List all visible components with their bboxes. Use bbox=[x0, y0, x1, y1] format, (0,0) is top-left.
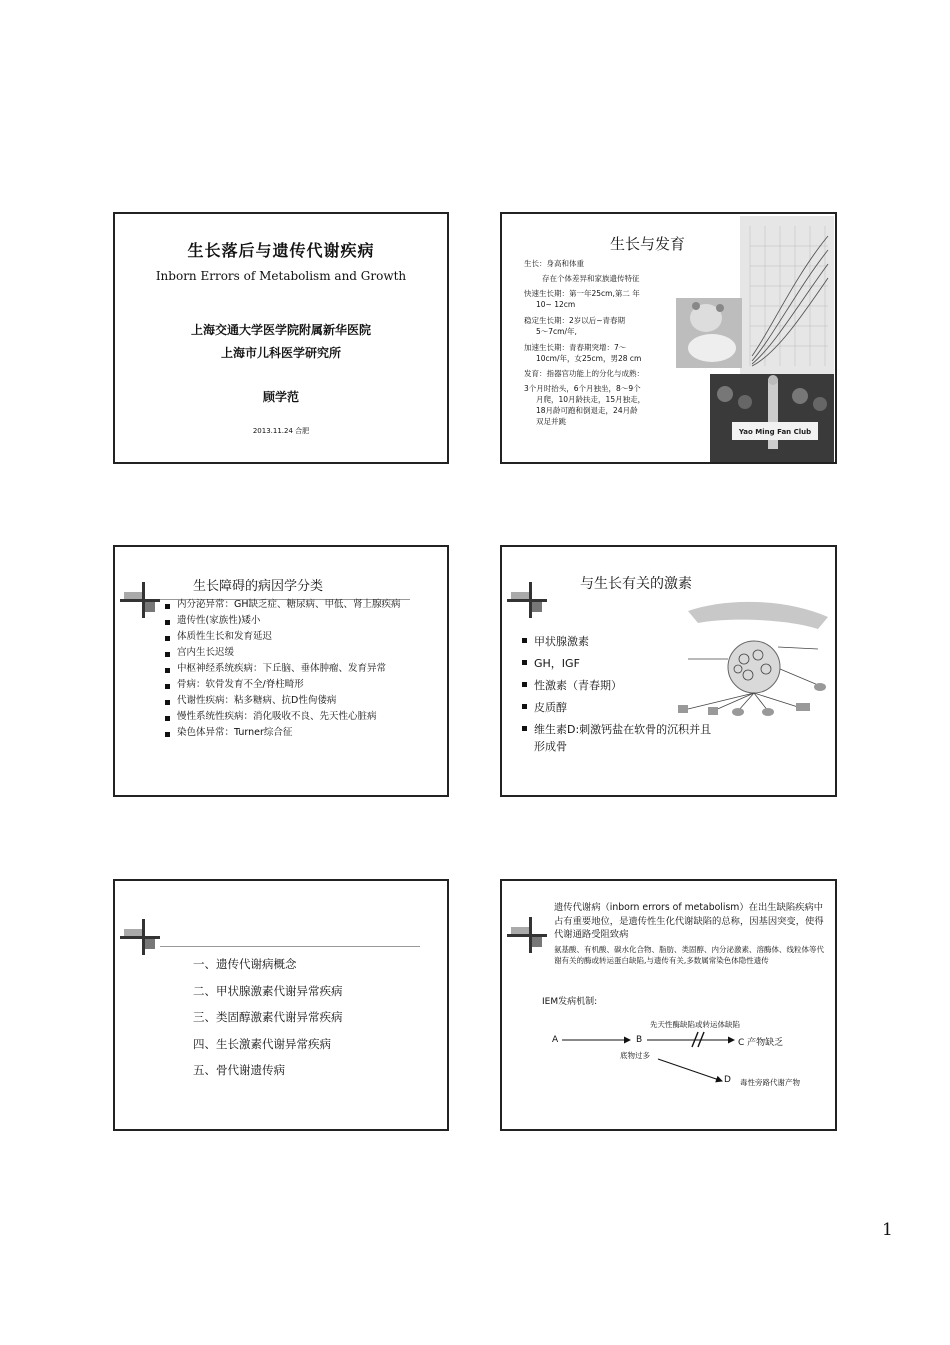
toxic-label: 毒性旁路代谢产物 bbox=[740, 1078, 800, 1087]
growth-chart-image bbox=[740, 216, 834, 376]
defect-label: 先天性酶缺陷或转运体缺陷 bbox=[650, 1020, 740, 1029]
list-item: 甲状腺激素 bbox=[522, 633, 712, 650]
slide2-line: 加速生长期：青春期突增：7～ bbox=[524, 343, 627, 352]
slide1-subtitle: Inborn Errors of Metabolism and Growth bbox=[155, 269, 407, 283]
page-number: 1 bbox=[882, 1220, 893, 1240]
list-item: 中枢神经系统疾病：下丘脑、垂体肿瘤、发育异常 bbox=[165, 663, 427, 675]
slide-1 bbox=[113, 212, 449, 464]
slide2-title: 生长与发育 bbox=[610, 235, 686, 253]
list-item: 宫内生长迟缓 bbox=[165, 647, 427, 659]
slide6-mechanism-label: IEM发病机制: bbox=[542, 997, 598, 1007]
slide6-intro: 遗传代谢病（inborn errors of metabolism）在出生缺陷疾病中占有重要地位，是遗传性生化代谢缺陷的总称，因基因突变，使得代谢通路受阻致病 bbox=[554, 902, 824, 940]
node-c: C 产物缺乏 bbox=[738, 1038, 784, 1048]
slide1-affiliation-1: 上海交通大学医学院附属新华医院 bbox=[190, 323, 371, 337]
slide1-affiliation-2: 上海市儿科医学研究所 bbox=[220, 346, 341, 360]
crowd-photo bbox=[710, 374, 834, 464]
cross-ornament bbox=[120, 919, 160, 955]
outline-item: 四、生长激素代谢异常疾病 bbox=[193, 1036, 331, 1051]
list-item: GH，IGF bbox=[522, 655, 712, 672]
cross-ornament bbox=[507, 582, 547, 618]
slide2-line: 5～7cm/年, bbox=[536, 327, 577, 336]
node-a: A bbox=[552, 1035, 559, 1045]
slide1-date: 2013.11.24 合肥 bbox=[252, 427, 310, 435]
slide2-line: 稳定生长期：2岁以后~青春期 bbox=[524, 316, 626, 325]
list-item: 皮质醇 bbox=[522, 699, 712, 716]
list-item: 性激素（青春期） bbox=[522, 677, 712, 694]
slide2-line: 双足并跳 bbox=[536, 417, 566, 426]
slide2-line: 10~ 12cm bbox=[536, 300, 576, 309]
slide6-detail: 氨基酸、有机酸、碳水化合物、脂肪、类固醇、内分泌激素、溶酶体、线粒体等代谢有关的酶或转运蛋白缺陷,与遗传有关,多数属常染色体隐性遗传 bbox=[554, 945, 824, 965]
slide-3 bbox=[113, 545, 449, 797]
cross-ornament bbox=[507, 917, 547, 953]
slide5-outline bbox=[193, 951, 343, 1084]
divider bbox=[160, 946, 420, 947]
list-item: 慢性系统性疾病：消化吸收不良、先天性心脏病 bbox=[165, 711, 427, 723]
slide-2 bbox=[500, 212, 837, 464]
slide3-list bbox=[165, 599, 427, 739]
slide2-line: 存在个体差异和家族遗传特征 bbox=[542, 274, 640, 283]
slide4-title: 与生长有关的激素 bbox=[580, 576, 692, 592]
list-item: 内分泌异常：GH缺乏症、糖尿病、甲低、肾上腺疾病 bbox=[165, 599, 427, 611]
hormone-diagram bbox=[668, 599, 833, 717]
list-item: 代谢性疾病：粘多糖病、抗D性佝偻病 bbox=[165, 695, 427, 707]
slide-5 bbox=[113, 879, 449, 1131]
slide2-line: 10cm/年，女25cm，男28 cm bbox=[536, 354, 642, 363]
slide3-title: 生长障碍的病因学分类 bbox=[193, 579, 324, 594]
banner-text: Yao Ming Fan Club bbox=[738, 428, 812, 436]
list-item: 骨病：软骨发育不全/脊柱畸形 bbox=[165, 679, 427, 691]
baby-photo bbox=[676, 298, 742, 368]
outline-item: 五、骨代谢遗传病 bbox=[193, 1063, 285, 1077]
cross-ornament bbox=[120, 582, 160, 618]
slide2-line: 18月龄可跑和倒退走，24月龄 bbox=[536, 406, 638, 415]
slide2-line: 发育：指器官功能上的分化与成熟： bbox=[524, 369, 644, 378]
outline-item: 一、遗传代谢病概念 bbox=[193, 957, 297, 971]
list-item: 染色体异常：Turner综合征 bbox=[165, 727, 427, 739]
slide1-author: 顾学范 bbox=[262, 390, 299, 404]
excess-label: 底物过多 bbox=[620, 1051, 650, 1060]
slide-6 bbox=[500, 879, 837, 1131]
slide1-title: 生长落后与遗传代谢疾病 bbox=[187, 241, 375, 260]
slide2-line: 3个月时抬头，6个月独坐，8～9个 bbox=[524, 384, 641, 393]
slide2-line: 月爬，10月龄扶走，15月独走， bbox=[536, 395, 646, 404]
outline-item: 三、类固醇激素代谢异常疾病 bbox=[193, 1010, 343, 1024]
slide2-line: 生长：身高和体重 bbox=[524, 259, 584, 268]
slide2-line: 快速生长期：第一年25cm,第二 年 bbox=[524, 289, 640, 298]
slide-4 bbox=[500, 545, 837, 797]
list-item: 遗传性(家族性)矮小 bbox=[165, 615, 427, 627]
slide2-body bbox=[524, 258, 674, 427]
list-item: 维生素D:刺激钙盐在软骨的沉积并且形成骨 bbox=[522, 721, 712, 755]
node-d: D bbox=[724, 1075, 731, 1085]
list-item: 体质性生长和发育延迟 bbox=[165, 631, 427, 643]
node-b: B bbox=[636, 1035, 643, 1045]
outline-item: 二、甲状腺激素代谢异常疾病 bbox=[193, 983, 343, 998]
